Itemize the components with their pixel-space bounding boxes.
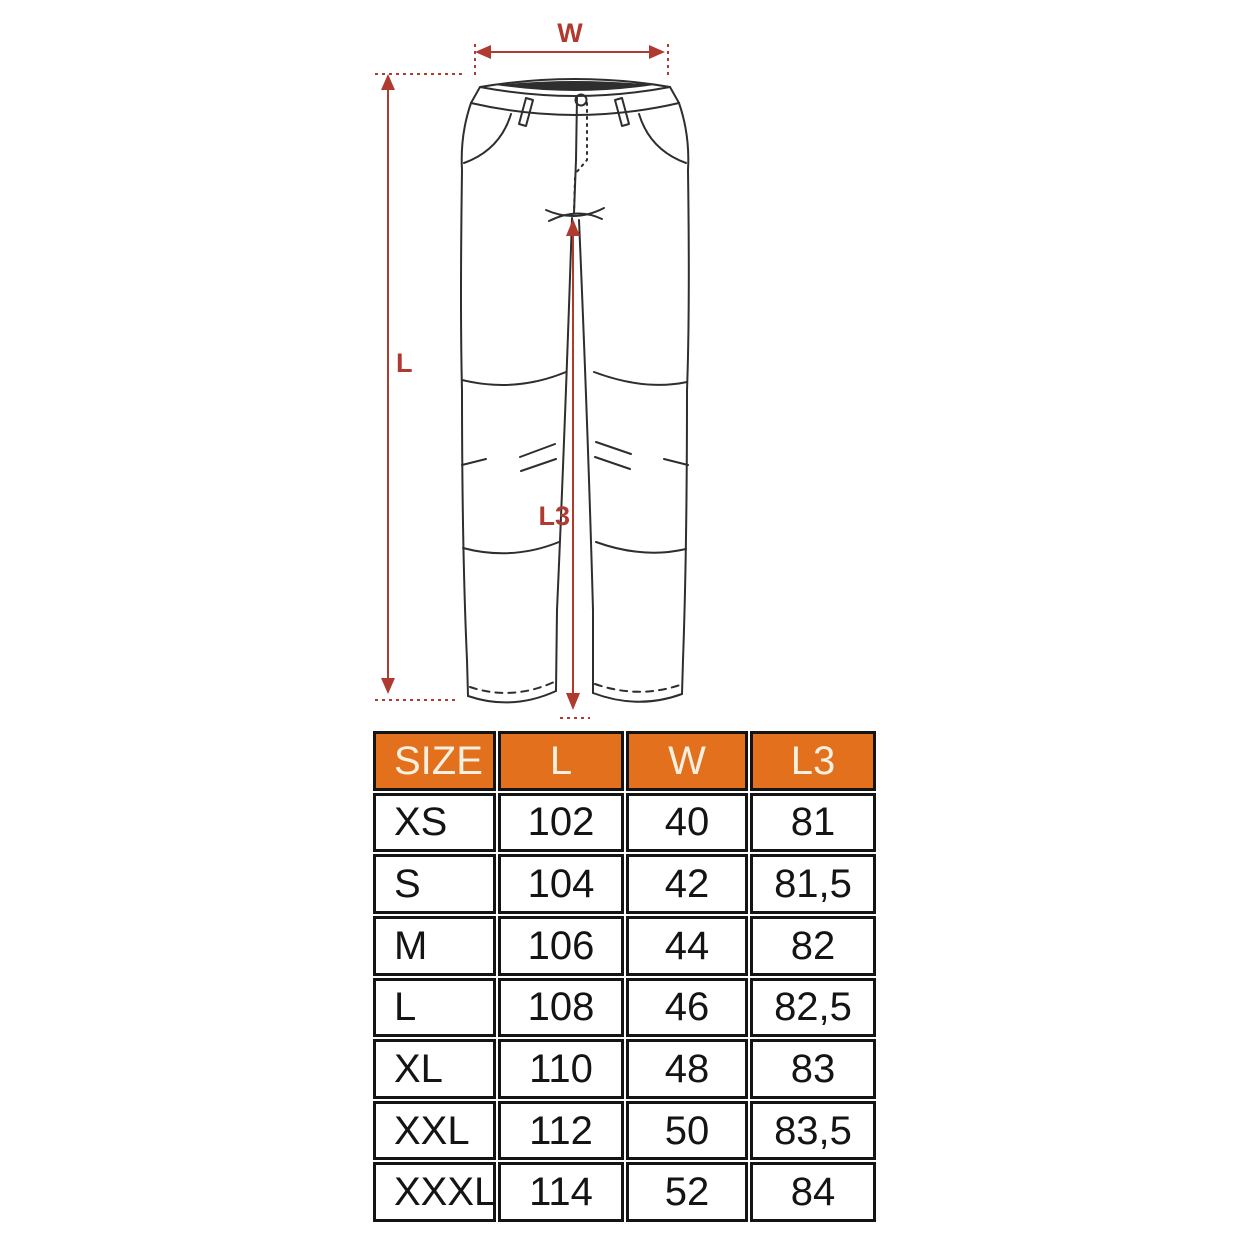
- l3-cell: 81,5: [750, 854, 876, 914]
- knee-seam-right-lower: [596, 542, 686, 553]
- l-cell: 106: [498, 916, 624, 976]
- size-table: [373, 731, 876, 1222]
- l3-cell: 82: [750, 916, 876, 976]
- knee-seam-left-lower: [463, 542, 559, 553]
- l3-cell: 81: [750, 793, 876, 853]
- w-cell: 42: [626, 854, 748, 914]
- l3-dimension-label: L3: [538, 501, 570, 531]
- size-cell: XXL: [373, 1101, 496, 1161]
- size-cell: S: [373, 854, 496, 914]
- w-dimension-arrow: [475, 44, 668, 78]
- l-dimension-arrow: [375, 74, 463, 700]
- w-cell: 40: [626, 793, 748, 853]
- size-cell: XXXL: [373, 1162, 496, 1222]
- header-l3: L3: [750, 731, 876, 791]
- l-cell: 112: [498, 1101, 624, 1161]
- hem-stitch-left: [470, 682, 554, 693]
- w-cell: 44: [626, 916, 748, 976]
- l-cell: 108: [498, 978, 624, 1038]
- outer-seam-right: [679, 103, 689, 694]
- knee-seam-left-upper: [462, 372, 566, 385]
- l3-cell: 82,5: [750, 978, 876, 1038]
- knee-seam-right-upper: [594, 372, 687, 385]
- w-cell: 48: [626, 1039, 748, 1099]
- size-cell: L: [373, 978, 496, 1038]
- header-l: L: [498, 731, 624, 791]
- l3-cell: 84: [750, 1162, 876, 1222]
- pocket-right: [639, 114, 686, 163]
- pocket-left: [464, 114, 511, 163]
- w-dimension-label: W: [557, 18, 583, 48]
- pants-outline: [461, 79, 689, 702]
- inseam-left: [556, 218, 572, 691]
- size-cell: XL: [373, 1039, 496, 1099]
- header-size: SIZE: [373, 731, 496, 791]
- l3-cell: 83: [750, 1039, 876, 1099]
- size-cell: XS: [373, 793, 496, 853]
- outer-seam-left: [461, 103, 471, 696]
- inseam-right: [579, 220, 593, 693]
- knee-darts-right: [595, 442, 688, 469]
- pants-diagram: [350, 10, 710, 720]
- w-cell: 46: [626, 978, 748, 1038]
- l-dimension-label: L: [396, 348, 413, 378]
- l3-dimension-arrow: [560, 219, 590, 718]
- hem-right: [593, 693, 682, 702]
- l-cell: 114: [498, 1162, 624, 1222]
- header-w: W: [626, 731, 748, 791]
- size-cell: M: [373, 916, 496, 976]
- hem-stitch-right: [595, 684, 680, 692]
- w-cell: 52: [626, 1162, 748, 1222]
- waistband-seam: [471, 103, 679, 115]
- l-cell: 110: [498, 1039, 624, 1099]
- knee-darts-left: [462, 444, 556, 471]
- l-cell: 102: [498, 793, 624, 853]
- w-cell: 50: [626, 1101, 748, 1161]
- l3-cell: 83,5: [750, 1101, 876, 1161]
- l-cell: 104: [498, 854, 624, 914]
